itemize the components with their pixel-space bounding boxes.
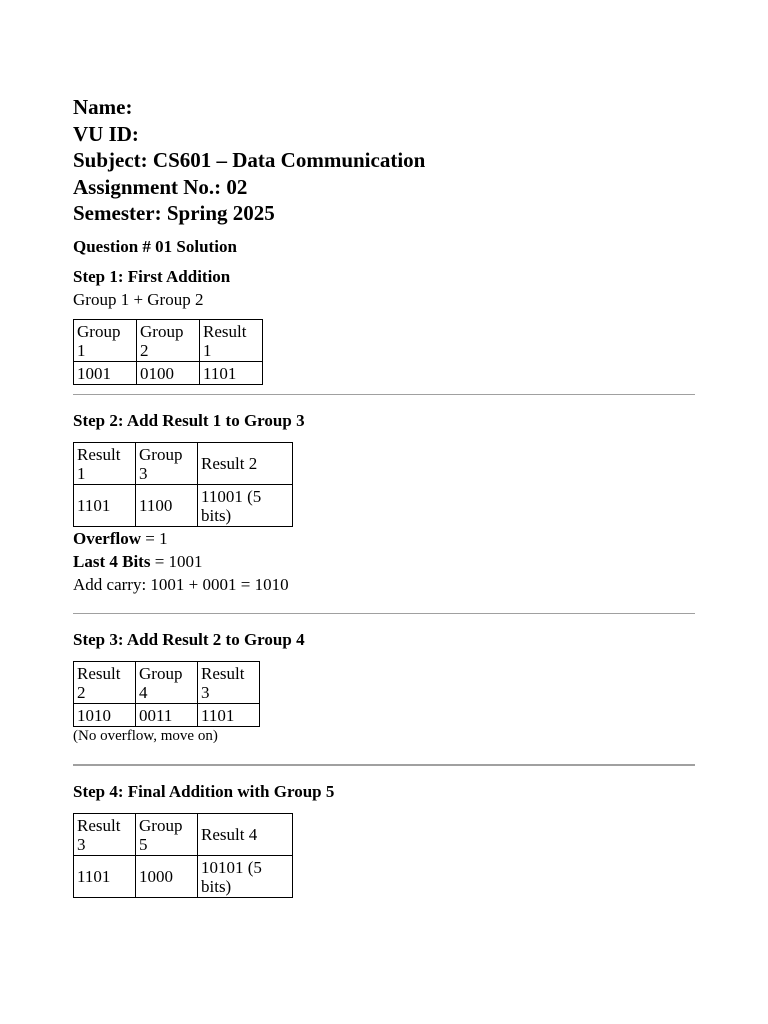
- step2-table: [73, 442, 293, 527]
- divider: [73, 394, 695, 395]
- divider: [73, 764, 695, 766]
- table-header-cell: Result 4: [198, 813, 293, 855]
- table-cell: 10101 (5 bits): [198, 855, 293, 897]
- step1-title: Step 1: First Addition: [73, 266, 231, 286]
- carry-line: Add carry: 1001 + 0001 = 1010: [73, 574, 289, 594]
- table-cell: 1000: [136, 855, 198, 897]
- table-header-cell: Group 3: [136, 442, 198, 484]
- table-header-cell: Result 1: [200, 319, 263, 361]
- step4-table: [73, 813, 293, 898]
- table-cell: 1101: [198, 703, 260, 726]
- question-title: Question # 01 Solution: [73, 236, 237, 256]
- table-row: [74, 855, 293, 897]
- table-row: [74, 484, 293, 526]
- table-header-row: [74, 319, 263, 361]
- table-header-cell: Group 2: [137, 319, 200, 361]
- table-header-row: [74, 813, 293, 855]
- semester-line: Semester: Spring 2025: [73, 201, 275, 225]
- step3-title: Step 3: Add Result 2 to Group 4: [73, 629, 305, 649]
- table-header-cell: Group 4: [136, 661, 198, 703]
- subject-line: Subject: CS601 – Data Communication: [73, 148, 426, 172]
- table-cell: 0100: [137, 361, 200, 384]
- overflow-line: [73, 527, 695, 550]
- step1-subtitle: Group 1 + Group 2: [73, 289, 204, 309]
- table-cell: 11001 (5 bits): [198, 484, 293, 526]
- table-header-cell: Result 2: [198, 442, 293, 484]
- table-cell: 1010: [74, 703, 136, 726]
- vuid-label: VU ID:: [73, 121, 139, 146]
- last4-label: Last 4 Bits: [73, 551, 151, 571]
- step1-table: [73, 319, 263, 385]
- table-cell: 1101: [200, 361, 263, 384]
- last4-line: [73, 550, 695, 573]
- table-cell: 0011: [136, 703, 198, 726]
- header-block: [73, 94, 695, 227]
- overflow-value: = 1: [140, 528, 168, 548]
- table-row: [74, 703, 260, 726]
- table-row: [74, 361, 263, 384]
- assignment-line: Assignment No.: 02: [73, 174, 248, 199]
- table-header-cell: Result 3: [198, 661, 260, 703]
- table-header-cell: Result 2: [74, 661, 136, 703]
- table-header-cell: Result 3: [74, 813, 136, 855]
- table-header-cell: Group 5: [136, 813, 198, 855]
- table-cell: 1001: [74, 361, 137, 384]
- table-cell: 1101: [74, 855, 136, 897]
- table-cell: 1100: [136, 484, 198, 526]
- overflow-label: Overflow: [73, 528, 141, 548]
- table-header-cell: Result 1: [74, 442, 136, 484]
- table-header-row: [74, 442, 293, 484]
- name-label: Name:: [73, 95, 133, 119]
- table-header-cell: Group 1: [74, 319, 137, 361]
- step3-note: (No overflow, move on): [73, 727, 218, 744]
- step2-title: Step 2: Add Result 1 to Group 3: [73, 410, 305, 430]
- step4-title: Step 4: Final Addition with Group 5: [73, 781, 335, 801]
- table-cell: 1101: [74, 484, 136, 526]
- divider: [73, 613, 695, 614]
- table-header-row: [74, 661, 260, 703]
- document-page: [73, 94, 695, 898]
- step3-table: [73, 661, 260, 727]
- last4-value: = 1001: [150, 551, 203, 571]
